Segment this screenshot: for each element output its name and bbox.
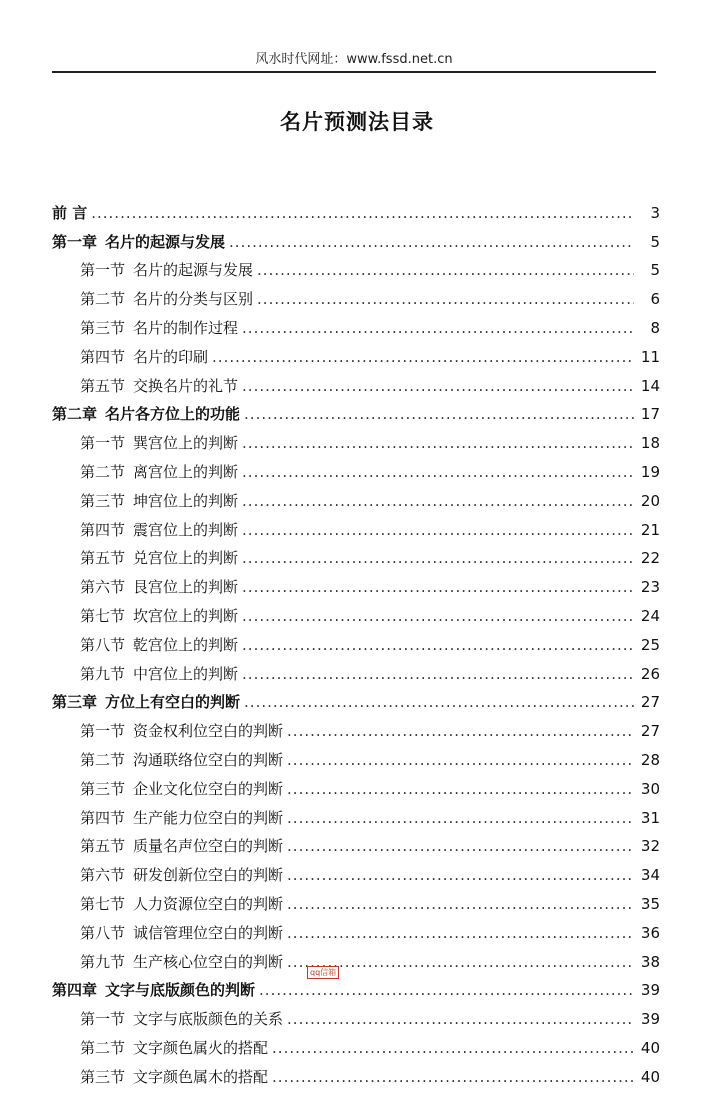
toc-section-row[interactable] (50, 1058, 660, 1087)
toc-dot-leader (287, 750, 634, 770)
toc-page-number: 26 (640, 664, 660, 683)
toc-entry-number: 第六节 (80, 866, 126, 885)
toc-entry-title: 文字颜色属木的搭配 (133, 1067, 269, 1086)
toc-page-number: 27 (640, 693, 660, 712)
toc-dot-leader (257, 289, 634, 309)
toc-entry-number: 第三章 (52, 693, 98, 712)
toc-page-number: 24 (640, 606, 660, 625)
toc-entry-number: 第四节 (80, 808, 126, 827)
toc-entry-title: 震宫位上的判断 (133, 520, 239, 539)
toc-page-number: 39 (640, 1010, 660, 1029)
toc-entry-title: 企业文化位空白的判断 (133, 779, 284, 798)
toc-section-row[interactable] (50, 885, 660, 914)
toc-section-row[interactable] (50, 943, 660, 972)
toc-chapter-row[interactable] (50, 396, 660, 425)
toc-dot-leader (272, 1067, 634, 1087)
toc-page-number: 38 (640, 952, 660, 971)
toc-dot-leader (259, 980, 634, 1000)
toc-page-number: 11 (640, 347, 660, 366)
toc-section-row[interactable] (50, 741, 660, 770)
toc-entry-number: 第九节 (80, 664, 126, 683)
toc-dot-leader (287, 865, 634, 885)
toc-entry-title: 乾宫位上的判断 (133, 635, 239, 654)
toc-dot-leader (242, 606, 634, 626)
toc-entry-number: 第一节 (80, 1010, 126, 1029)
toc-chapter-row[interactable] (50, 972, 660, 1001)
toc-section-row[interactable] (50, 1029, 660, 1058)
toc-entry-title: 巽宫位上的判断 (133, 434, 239, 453)
toc-entry-title: 名片的印刷 (133, 347, 209, 366)
toc-dot-leader (287, 808, 634, 828)
toc-section-row[interactable] (50, 309, 660, 338)
toc-dot-leader (257, 260, 634, 280)
toc-page-number: 28 (640, 750, 660, 769)
toc-page-number: 35 (640, 894, 660, 913)
toc-entry-number: 第三节 (80, 779, 126, 798)
toc-section-row[interactable] (50, 338, 660, 367)
toc-entry-title: 文字颜色属火的搭配 (133, 1038, 269, 1057)
toc-entry-title: 名片的起源与发展 (105, 232, 226, 251)
toc-dot-leader (212, 347, 634, 367)
stamp-label: qq信箱 (307, 966, 339, 979)
toc-dot-leader (242, 635, 634, 655)
toc-section-row[interactable] (50, 540, 660, 569)
toc-entry-title: 诚信管理位空白的判断 (133, 923, 284, 942)
toc-entry-number: 第二节 (80, 290, 126, 309)
toc-dot-leader (272, 1038, 634, 1058)
toc-dot-leader (91, 203, 634, 223)
toc-section-row[interactable] (50, 828, 660, 857)
toc-entry-title: 名片的起源与发展 (133, 261, 254, 280)
toc-entry-title: 质量名声位空白的判断 (133, 837, 284, 856)
toc-entry-number: 第二章 (52, 405, 98, 424)
page-title: 名片预测法目录 (280, 110, 434, 134)
toc-page-number: 22 (640, 549, 660, 568)
toc-entry-number: 第四节 (80, 520, 126, 539)
toc-chapter-row[interactable] (50, 684, 660, 713)
toc-entry-title: 名片的分类与区别 (133, 290, 254, 309)
toc-dot-leader (287, 836, 634, 856)
toc-dot-leader (287, 923, 634, 943)
toc-entry-title: 人力资源位空白的判断 (133, 894, 284, 913)
toc-section-row[interactable] (50, 856, 660, 885)
toc-page-number: 8 (650, 318, 660, 337)
toc-page-number: 30 (640, 779, 660, 798)
toc-entry-number: 第一节 (80, 261, 126, 280)
toc-page-number: 31 (640, 808, 660, 827)
toc-entry-number: 第六节 (80, 578, 126, 597)
toc-entry-title: 坤宫位上的判断 (133, 491, 239, 510)
toc-page-number: 14 (640, 376, 660, 395)
toc-entry-title: 资金权利位空白的判断 (133, 722, 284, 741)
toc-entry-number: 第四节 (80, 347, 126, 366)
toc-entry-number: 第五节 (80, 549, 126, 568)
toc-page-number: 18 (640, 434, 660, 453)
toc-page-number: 20 (640, 491, 660, 510)
toc-entry-title: 文字与底版颜色的判断 (105, 981, 256, 1000)
toc-entry-number: 第四章 (52, 981, 98, 1000)
toc-entry-number: 第八节 (80, 923, 126, 942)
toc-entry-number: 第七节 (80, 606, 126, 625)
toc-entry-number: 第二节 (80, 462, 126, 481)
toc-page-number: 32 (640, 837, 660, 856)
toc-dot-leader (242, 433, 634, 453)
toc-entry-number: 第七节 (80, 894, 126, 913)
toc-page-number: 27 (640, 722, 660, 741)
toc-entry-title: 交换名片的礼节 (133, 376, 239, 395)
toc-entry-title: 坎宫位上的判断 (133, 606, 239, 625)
toc-dot-leader (242, 491, 634, 511)
toc-page-number: 36 (640, 923, 660, 942)
toc-entry-number: 第八节 (80, 635, 126, 654)
toc-page-number: 40 (640, 1038, 660, 1057)
toc-entry-title: 文字与底版颜色的关系 (133, 1010, 284, 1029)
toc-dot-leader (244, 404, 634, 424)
toc-entry-title: 离宫位上的判断 (133, 462, 239, 481)
header-rule (52, 71, 656, 73)
toc-entry-title: 艮宫位上的判断 (133, 578, 239, 597)
toc-entry-number: 第三节 (80, 491, 126, 510)
toc-chapter-row[interactable] (50, 194, 660, 223)
toc-entry-title: 生产核心位空白的判断 (133, 952, 284, 971)
toc-entry-number: 第三节 (80, 1067, 126, 1086)
toc-page-number: 25 (640, 635, 660, 654)
toc-dot-leader (242, 664, 634, 684)
toc-page-number: 40 (640, 1067, 660, 1086)
toc-entry-title: 方位上有空白的判断 (105, 693, 241, 712)
toc-section-row[interactable] (50, 367, 660, 396)
toc-entry-number: 第九节 (80, 952, 126, 971)
toc-dot-leader (287, 894, 634, 914)
toc-section-row[interactable] (50, 712, 660, 741)
toc-entry-title: 沟通联络位空白的判断 (133, 750, 284, 769)
toc-section-row[interactable] (50, 597, 660, 626)
toc-entry-title: 生产能力位空白的判断 (133, 808, 284, 827)
toc-entry-title: 研发创新位空白的判断 (133, 866, 284, 885)
toc-page-number: 23 (640, 578, 660, 597)
toc-page-number: 17 (640, 405, 660, 424)
toc-page-number: 5 (650, 232, 660, 251)
toc-dot-leader (242, 577, 634, 597)
toc-entry-number: 第五节 (80, 376, 126, 395)
toc-dot-leader (242, 520, 634, 540)
toc-dot-leader (287, 1009, 634, 1029)
toc-entry-number: 第一节 (80, 434, 126, 453)
toc-page-number: 5 (650, 261, 660, 280)
toc-entry-number: 第一章 (52, 232, 98, 251)
toc-dot-leader (229, 232, 634, 252)
toc-section-row[interactable] (50, 914, 660, 943)
toc-entry-number: 第一节 (80, 722, 126, 741)
toc-dot-leader (287, 721, 634, 741)
toc-page-number: 39 (640, 981, 660, 1000)
toc-dot-leader (242, 548, 634, 568)
toc-section-row[interactable] (50, 770, 660, 799)
toc-entry-title: 前 言 (52, 203, 88, 222)
toc-section-row[interactable] (50, 1000, 660, 1029)
toc-entry-number: 第二节 (80, 750, 126, 769)
toc-dot-leader (244, 692, 634, 712)
page-header: 风水时代网址：www.fssd.net.cn (255, 52, 453, 67)
toc-dot-leader (242, 462, 634, 482)
toc-entry-number: 第三节 (80, 318, 126, 337)
toc-section-row[interactable] (50, 568, 660, 597)
toc-section-row[interactable] (50, 280, 660, 309)
toc-page-number: 3 (650, 203, 660, 222)
table-of-contents (50, 194, 660, 1087)
toc-chapter-row[interactable] (50, 223, 660, 252)
toc-page-number: 6 (650, 290, 660, 309)
toc-section-row[interactable] (50, 453, 660, 482)
toc-section-row[interactable] (50, 424, 660, 453)
toc-entry-number: 第五节 (80, 837, 126, 856)
toc-dot-leader (242, 376, 634, 396)
toc-entry-title: 中宫位上的判断 (133, 664, 239, 683)
toc-section-row[interactable] (50, 655, 660, 684)
toc-section-row[interactable] (50, 626, 660, 655)
toc-entry-title: 名片的制作过程 (133, 318, 239, 337)
toc-page-number: 21 (640, 520, 660, 539)
toc-section-row[interactable] (50, 252, 660, 281)
toc-page-number: 34 (640, 866, 660, 885)
toc-section-row[interactable] (50, 482, 660, 511)
toc-entry-title: 兑宫位上的判断 (133, 549, 239, 568)
toc-dot-leader (242, 318, 634, 338)
toc-entry-number: 第二节 (80, 1038, 126, 1057)
toc-entry-title: 名片各方位上的功能 (105, 405, 241, 424)
toc-dot-leader (287, 779, 634, 799)
toc-section-row[interactable] (50, 799, 660, 828)
toc-section-row[interactable] (50, 511, 660, 540)
toc-page-number: 19 (640, 462, 660, 481)
